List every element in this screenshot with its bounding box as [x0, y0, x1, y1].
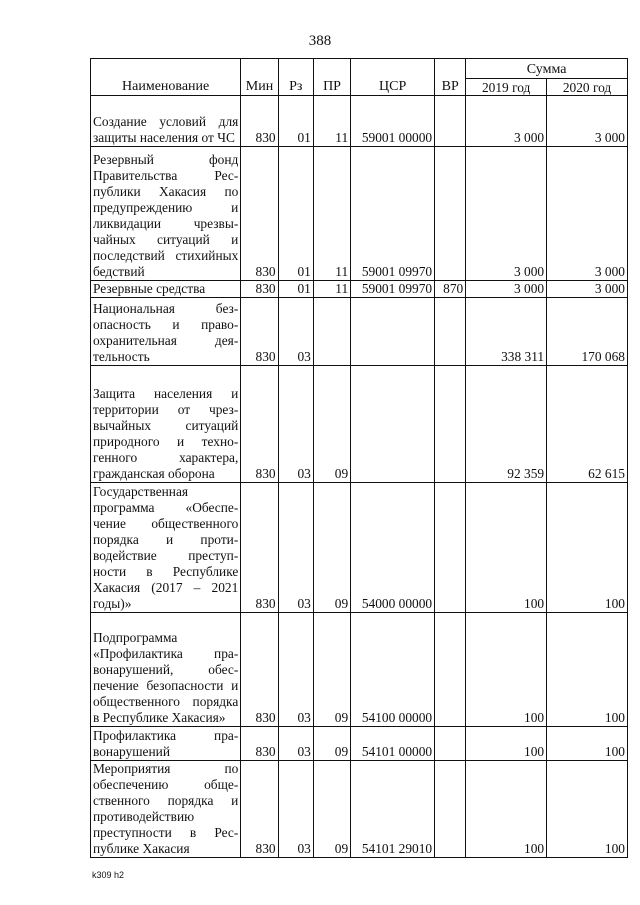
cell-csr: 54000 00000 [351, 483, 435, 613]
cell-2019: 3 000 [466, 147, 547, 281]
cell-pr [313, 298, 350, 366]
cell-2020: 100 [547, 613, 628, 727]
table-row [91, 281, 628, 298]
cell-2019: 100 [466, 613, 547, 727]
cell-min: 830 [241, 483, 278, 613]
cell-min: 830 [241, 366, 278, 483]
table-row [91, 298, 628, 366]
cell-pr: 09 [313, 727, 350, 761]
cell-min: 830 [241, 298, 278, 366]
cell-vr [435, 298, 466, 366]
cell-csr: 54100 00000 [351, 613, 435, 727]
cell-pr: 09 [313, 761, 350, 858]
cell-2019: 338 311 [466, 298, 547, 366]
cell-csr: 59001 09970 [351, 147, 435, 281]
cell-name: Резервный фонд Правительства Республики Хакасия по предупреждению и ликвидации чрезвычайных ситуаций и последствий стихийных бедствий [91, 147, 241, 281]
cell-name: Подпрограмма «Профилактика правонарушений, обеспечение безопасности и общественного порядка в Республике Хакасия» [91, 613, 241, 727]
cell-min: 830 [241, 281, 278, 298]
cell-2020: 100 [547, 727, 628, 761]
cell-pr: 09 [313, 483, 350, 613]
header-name: Наименование [91, 59, 241, 96]
cell-2019: 100 [466, 727, 547, 761]
cell-2019: 100 [466, 483, 547, 613]
table-row [91, 761, 628, 858]
cell-rz: 03 [278, 761, 313, 858]
cell-rz: 01 [278, 147, 313, 281]
cell-csr: 59001 00000 [351, 96, 435, 147]
table-row [91, 96, 628, 147]
header-sum: Сумма [466, 59, 628, 79]
cell-min: 830 [241, 761, 278, 858]
cell-rz: 03 [278, 483, 313, 613]
cell-csr: 54101 00000 [351, 727, 435, 761]
cell-name: Профилактика правонарушений [91, 727, 241, 761]
cell-pr: 09 [313, 366, 350, 483]
cell-name: Национальная безопасность и правоохранительная деятельность [91, 298, 241, 366]
cell-csr [351, 298, 435, 366]
cell-2020: 3 000 [547, 281, 628, 298]
table-row [91, 147, 628, 281]
header-csr: ЦСР [351, 59, 435, 96]
cell-2019: 92 359 [466, 366, 547, 483]
table-row [91, 366, 628, 483]
cell-2020: 170 068 [547, 298, 628, 366]
header-year-2019: 2019 год [466, 79, 547, 96]
cell-vr [435, 366, 466, 483]
cell-min: 830 [241, 96, 278, 147]
cell-2020: 100 [547, 761, 628, 858]
cell-name: Мероприятия по обеспечению общественного порядка и противодействию преступности в Республике Хакасия [91, 761, 241, 858]
cell-name: Создание условий для защиты населения от ЧС [91, 96, 241, 147]
footer-code: k309 h2 [92, 870, 125, 880]
cell-csr [351, 366, 435, 483]
cell-pr: 09 [313, 613, 350, 727]
header-vr: ВР [435, 59, 466, 96]
budget-table [90, 58, 628, 858]
cell-2020: 100 [547, 483, 628, 613]
cell-vr [435, 96, 466, 147]
cell-csr: 54101 29010 [351, 761, 435, 858]
cell-rz: 01 [278, 96, 313, 147]
cell-vr [435, 727, 466, 761]
cell-min: 830 [241, 727, 278, 761]
table-row [91, 613, 628, 727]
cell-2020: 3 000 [547, 96, 628, 147]
table-row [91, 483, 628, 613]
cell-rz: 03 [278, 727, 313, 761]
cell-2019: 100 [466, 761, 547, 858]
cell-2019: 3 000 [466, 96, 547, 147]
header-min: Мин [241, 59, 278, 96]
cell-name: Защита населения и территории от чрезвычайных ситуаций природного и техногенного характера, гражданская оборона [91, 366, 241, 483]
cell-min: 830 [241, 613, 278, 727]
cell-2019: 3 000 [466, 281, 547, 298]
page-number: 388 [308, 33, 332, 49]
cell-csr: 59001 09970 [351, 281, 435, 298]
cell-rz: 01 [278, 281, 313, 298]
cell-rz: 03 [278, 298, 313, 366]
cell-vr [435, 147, 466, 281]
cell-min: 830 [241, 147, 278, 281]
cell-rz: 03 [278, 613, 313, 727]
cell-2020: 62 615 [547, 366, 628, 483]
cell-name: Государственная программа «Обеспечение общественного порядка и противодействие преступности в Республике Хакасия (2017 – 2021 годы)» [91, 483, 241, 613]
header-pr: ПР [313, 59, 350, 96]
cell-pr: 11 [313, 281, 350, 298]
cell-pr: 11 [313, 96, 350, 147]
cell-pr: 11 [313, 147, 350, 281]
cell-name: Резервные средства [91, 281, 241, 298]
cell-2020: 3 000 [547, 147, 628, 281]
header-rz: Рз [278, 59, 313, 96]
cell-vr: 870 [435, 281, 466, 298]
header-year-2020: 2020 год [547, 79, 628, 96]
cell-vr [435, 613, 466, 727]
cell-rz: 03 [278, 366, 313, 483]
cell-vr [435, 761, 466, 858]
cell-vr [435, 483, 466, 613]
table-row [91, 727, 628, 761]
